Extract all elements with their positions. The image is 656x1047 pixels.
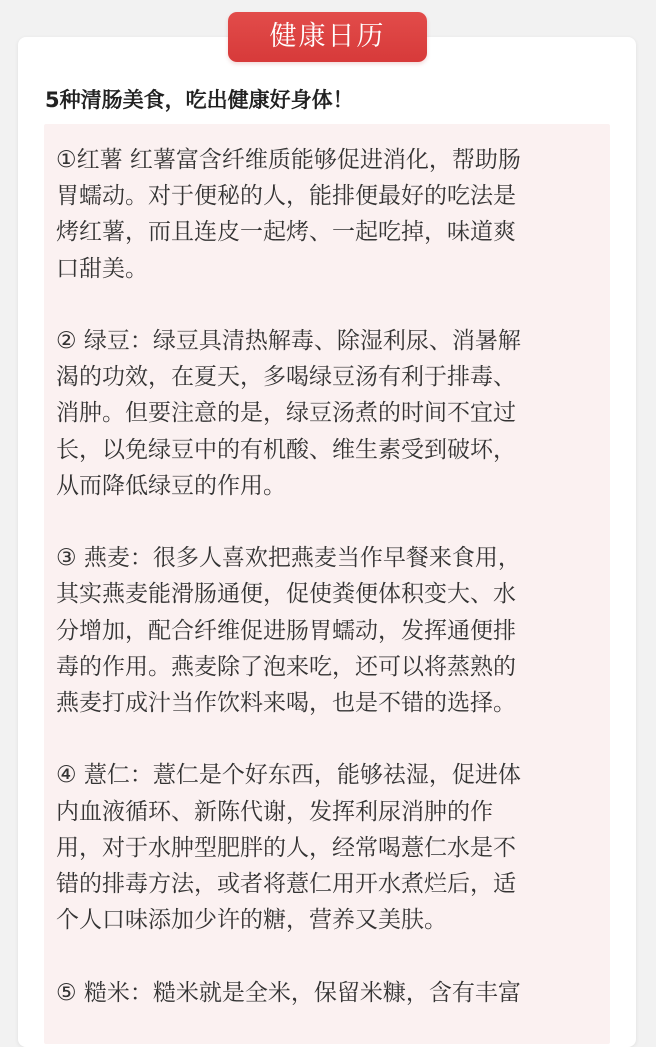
paragraph-line: ③ 燕麦：很多人喜欢把燕麦当作早餐来食用， [56, 545, 521, 572]
paragraph-line: 燕麦打成汁当作饮料来喝，也是不错的选择。 [56, 690, 516, 717]
paragraph-line: ② 绿豆：绿豆具清热解毒、除湿利尿、消暑解 [56, 328, 521, 354]
paragraph-5 [56, 975, 602, 1011]
paragraph-line: 个人口味添加少许的糖，营养又美肤。 [56, 907, 447, 934]
paragraph-line: 消肿。但要注意的是，绿豆汤煮的时间不宜过 [56, 400, 516, 427]
paragraph-3 [56, 540, 602, 721]
paragraph-4 [56, 757, 602, 938]
paragraph-line: 用，对于水肿型肥胖的人，经常喝薏仁水是不 [56, 834, 516, 861]
article-headline: 5种清肠美食，吃出健康好身体！ [45, 88, 354, 112]
paragraph-line: 渴的功效，在夏天，多喝绿豆汤有利于排毒、 [56, 364, 516, 391]
paragraph-2 [56, 323, 602, 504]
paragraph-line: 分增加，配合纤维促进肠胃蠕动，发挥通便排 [56, 617, 516, 644]
paragraph-line: 口甜美。 [56, 255, 148, 282]
paragraph-line: 长，以免绿豆中的有机酸、维生素受到破坏， [56, 436, 516, 463]
paragraph-line: 从而降低绿豆的作用。 [56, 472, 286, 499]
paragraph-line: ①红薯 红薯富含纤维质能够促进消化，帮助肠 [56, 147, 521, 173]
article-body [56, 142, 602, 1047]
paragraph-line: 毒的作用。燕麦除了泡来吃，还可以将蒸熟的 [56, 653, 516, 680]
paragraph-1 [56, 142, 602, 287]
paragraph-line: 错的排毒方法，或者将薏仁用开水煮烂后，适 [56, 871, 516, 898]
paragraph-line: ⑤ 糙米：糙米就是全米，保留米糠，含有丰富 [56, 979, 521, 1006]
paragraph-line: 其实燕麦能滑肠通便，促使粪便体积变大、水 [56, 581, 516, 608]
paragraph-line: 烤红薯，而且连皮一起烤、一起吃掉，味道爽 [56, 219, 516, 246]
paragraph-line: 胃蠕动。对于便秘的人，能排便最好的吃法是 [56, 183, 516, 210]
paragraph-line: ④ 薏仁：薏仁是个好东西，能够祛湿，促进体 [56, 762, 521, 789]
paragraph-line: 内血液循环、新陈代谢，发挥利尿消肿的作 [56, 798, 493, 825]
health-calendar-tag: 健康日历 [228, 12, 427, 62]
